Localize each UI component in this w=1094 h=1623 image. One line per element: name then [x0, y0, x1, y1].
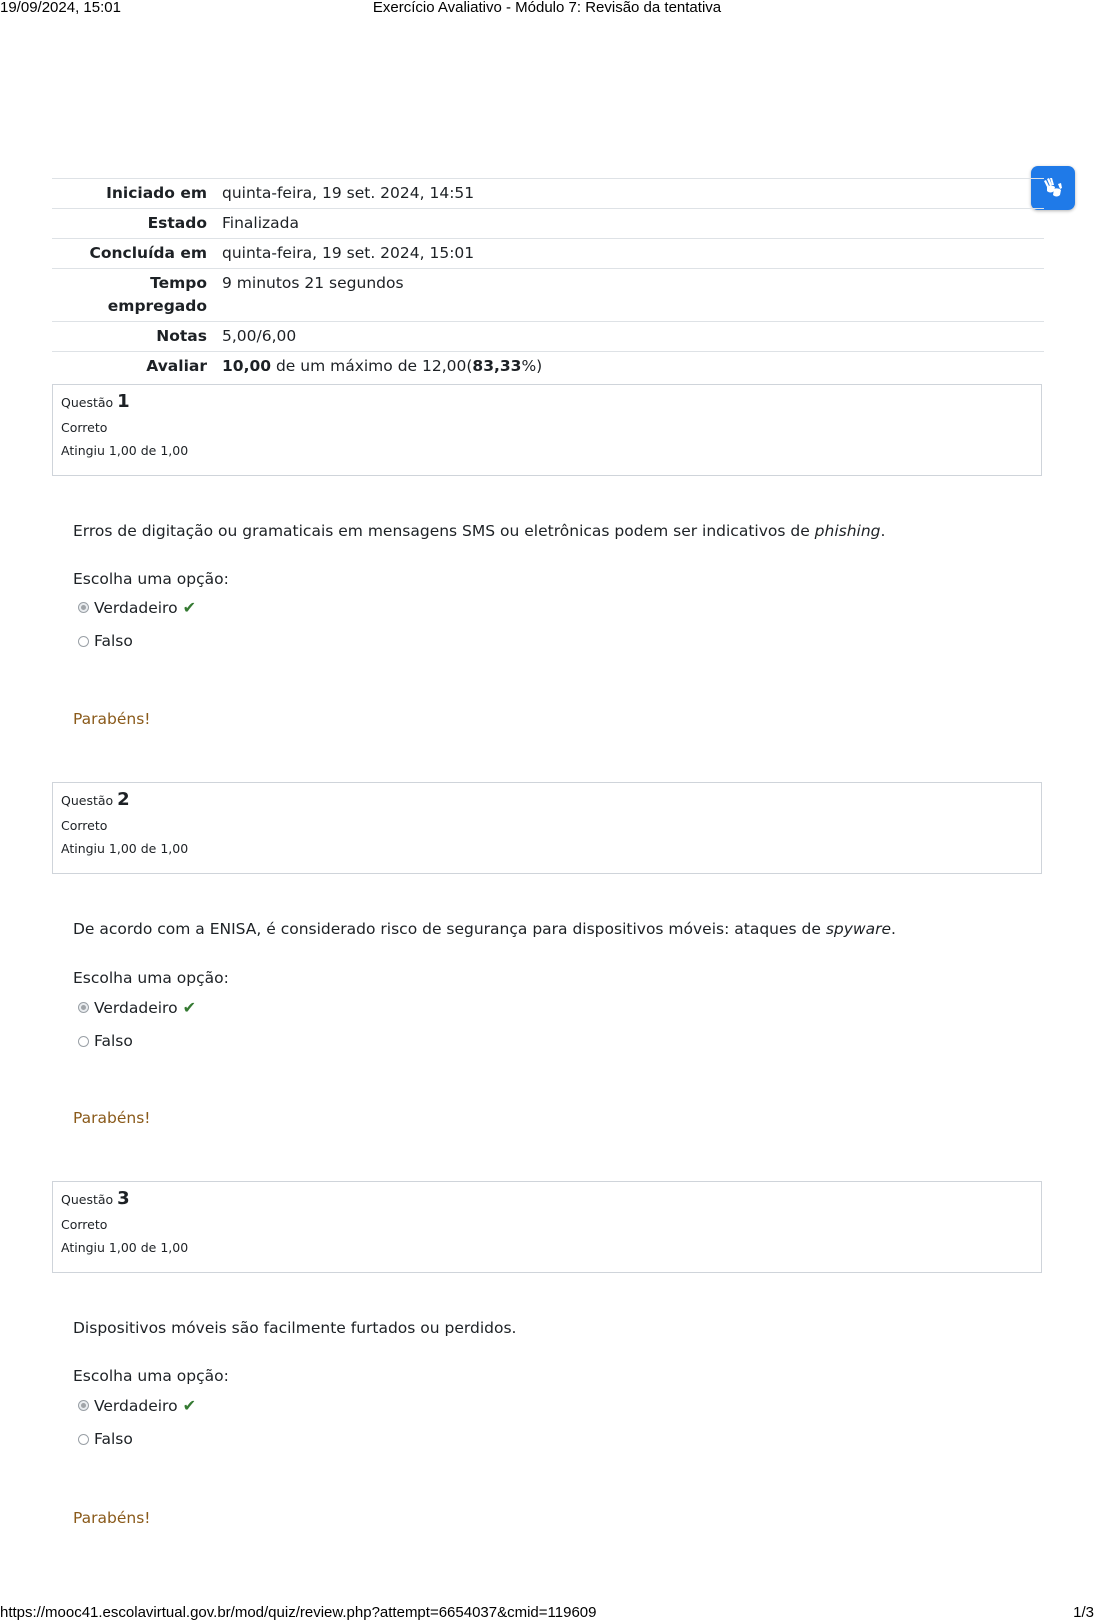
option-label: Falso	[94, 1430, 133, 1448]
option-true[interactable]	[78, 1396, 196, 1415]
option-false[interactable]	[78, 632, 133, 650]
question-number-value: 1	[117, 391, 130, 412]
radio-selected[interactable]	[78, 1400, 89, 1411]
option-label: Falso	[94, 1032, 133, 1050]
radio-unselected[interactable]	[78, 636, 89, 647]
summary-value: 9 minutos 21 segundos	[222, 274, 404, 292]
question-text: De acordo com a ENISA, é considerado risco de segurança para dispositivos móveis: ataques de	[73, 920, 826, 938]
option-true[interactable]	[78, 598, 196, 617]
question-number	[61, 391, 1033, 412]
summary-label: Notas	[156, 327, 207, 345]
summary-row-completed	[52, 239, 1044, 269]
question-label: Questão	[61, 1192, 114, 1207]
summary-value: 5,00/6,00	[222, 327, 297, 345]
question-feedback: Parabéns!	[73, 1109, 151, 1127]
summary-row-state	[52, 209, 1044, 239]
question-state: Correto	[61, 818, 108, 833]
question-state: Correto	[61, 1217, 108, 1232]
check-icon: ✔	[182, 598, 196, 617]
radio-selected[interactable]	[78, 1002, 89, 1013]
question-info-3	[52, 1181, 1042, 1273]
answer-prompt: Escolha uma opção:	[73, 570, 229, 588]
summary-label: Avaliar	[146, 357, 207, 375]
summary-label: Estado	[147, 214, 207, 232]
question-text-end: .	[880, 522, 886, 540]
question-number	[61, 1188, 1033, 1209]
question-info-2	[52, 782, 1042, 874]
print-datetime: 19/09/2024, 15:01	[0, 0, 121, 16]
summary-label: Concluída em	[89, 244, 207, 262]
grade-end: %)	[521, 357, 543, 375]
question-label: Questão	[61, 395, 114, 410]
summary-row-grade	[52, 352, 1044, 382]
question-text-2	[73, 920, 896, 938]
check-icon: ✔	[182, 1396, 196, 1415]
answer-prompt: Escolha uma opção:	[73, 1367, 229, 1385]
option-label: Falso	[94, 632, 133, 650]
summary-row-started	[52, 179, 1044, 209]
summary-row-marks	[52, 322, 1044, 352]
summary-label: Iniciado em	[106, 184, 207, 202]
print-title: Exercício Avaliativo - Módulo 7: Revisão da tentativa	[372, 0, 722, 16]
summary-value: quinta-feira, 19 set. 2024, 14:51	[222, 184, 475, 202]
question-text-1	[73, 522, 885, 540]
attempt-summary-table	[52, 178, 1044, 381]
summary-row-time	[52, 269, 1044, 322]
print-header	[0, 0, 1094, 20]
question-number	[61, 789, 1033, 810]
question-number-value: 3	[117, 1188, 130, 1209]
print-url: https://mooc41.escolavirtual.gov.br/mod/quiz/review.php?attempt=6654037&cmid=119609	[0, 1604, 597, 1621]
question-text: Erros de digitação ou gramaticais em mensagens SMS ou eletrônicas podem ser indicativos de	[73, 522, 815, 540]
question-grade: Atingiu 1,00 de 1,00	[61, 443, 189, 458]
summary-label: Tempo empregado	[107, 274, 207, 315]
question-label: Questão	[61, 793, 114, 808]
question-info-1	[52, 384, 1042, 476]
radio-unselected[interactable]	[78, 1036, 89, 1047]
answer-prompt: Escolha uma opção:	[73, 969, 229, 987]
grade-score: 10,00	[222, 357, 272, 375]
option-label: Verdadeiro	[94, 598, 178, 617]
question-text-italic: spyware	[825, 920, 891, 938]
question-text-italic: phishing	[814, 522, 881, 540]
radio-unselected[interactable]	[78, 1434, 89, 1445]
question-number-value: 2	[117, 789, 130, 810]
question-grade: Atingiu 1,00 de 1,00	[61, 841, 189, 856]
question-text-end: .	[891, 920, 896, 938]
radio-selected[interactable]	[78, 602, 89, 613]
question-text: Dispositivos móveis são facilmente furtados ou perdidos.	[73, 1319, 517, 1337]
question-feedback: Parabéns!	[73, 1509, 151, 1527]
print-footer	[0, 1603, 1094, 1623]
question-state: Correto	[61, 420, 108, 435]
summary-value: quinta-feira, 19 set. 2024, 15:01	[222, 244, 475, 262]
question-grade: Atingiu 1,00 de 1,00	[61, 1240, 189, 1255]
grade-mid: de um máximo de 12,00(	[271, 357, 473, 375]
option-label: Verdadeiro	[94, 1396, 178, 1415]
question-feedback: Parabéns!	[73, 710, 151, 728]
check-icon: ✔	[182, 998, 196, 1017]
summary-value	[222, 352, 1044, 382]
grade-percent: 83,33	[472, 357, 522, 375]
summary-value: Finalizada	[222, 214, 300, 232]
page-number: 1/3	[1073, 1604, 1094, 1621]
option-label: Verdadeiro	[94, 998, 178, 1017]
option-true[interactable]	[78, 998, 196, 1017]
option-false[interactable]	[78, 1032, 133, 1050]
option-false[interactable]	[78, 1430, 133, 1448]
question-text-3	[73, 1319, 516, 1337]
